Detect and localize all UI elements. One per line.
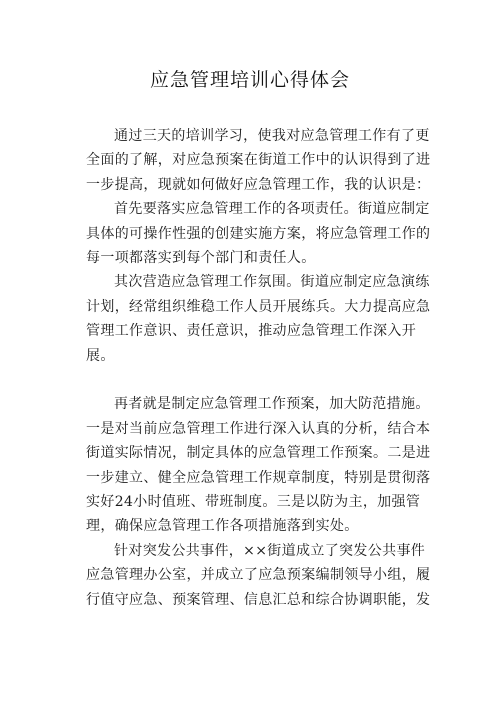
- document-title: 应急管理培训心得体会: [149, 69, 350, 91]
- paragraph-intro: 通过三天的培训学习，使我对应急管理工作有了更全面的了解，对应急预案在街道工作中的认识得到了进一步提高，现就如何做好应急管理工作，我的认识是：: [86, 128, 431, 193]
- paragraph-plan: 再者就是制定应急管理工作预案，加大防范措施。一是对当前应急管理工作进行深入认真的分析，结合本街道实际情况，制定具体的应急管理工作预案。二是进一步建立、健全应急管理工作规章制度，特别是贯彻落实好24小时值班、带班制度。三是以防为主，加强管理，确保应急管理工作各项措施落到实处。: [86, 396, 431, 535]
- paragraph-atmosphere: 其次营造应急管理工作氛围。街道应制定应急演练计划，经常组织维稳工作人员开展练兵。大力提高应急管理工作意识、责任意识，推动应急管理工作深入开展。: [86, 274, 431, 364]
- paragraph-emergency-office: 针对突发公共事件，××街道成立了突发公共事件应急管理办公室，并成立了应急预案编制领导小组，履行值守应急、预案管理、信息汇总和综合协调职能，发: [86, 542, 431, 608]
- paragraph-responsibility: 首先要落实应急管理工作的各项责任。街道应制定具体的可操作性强的创建实施方案，将应急管理工作的每一项都落实到每个部门和责任人。: [86, 201, 431, 267]
- document-body: [86, 124, 434, 612]
